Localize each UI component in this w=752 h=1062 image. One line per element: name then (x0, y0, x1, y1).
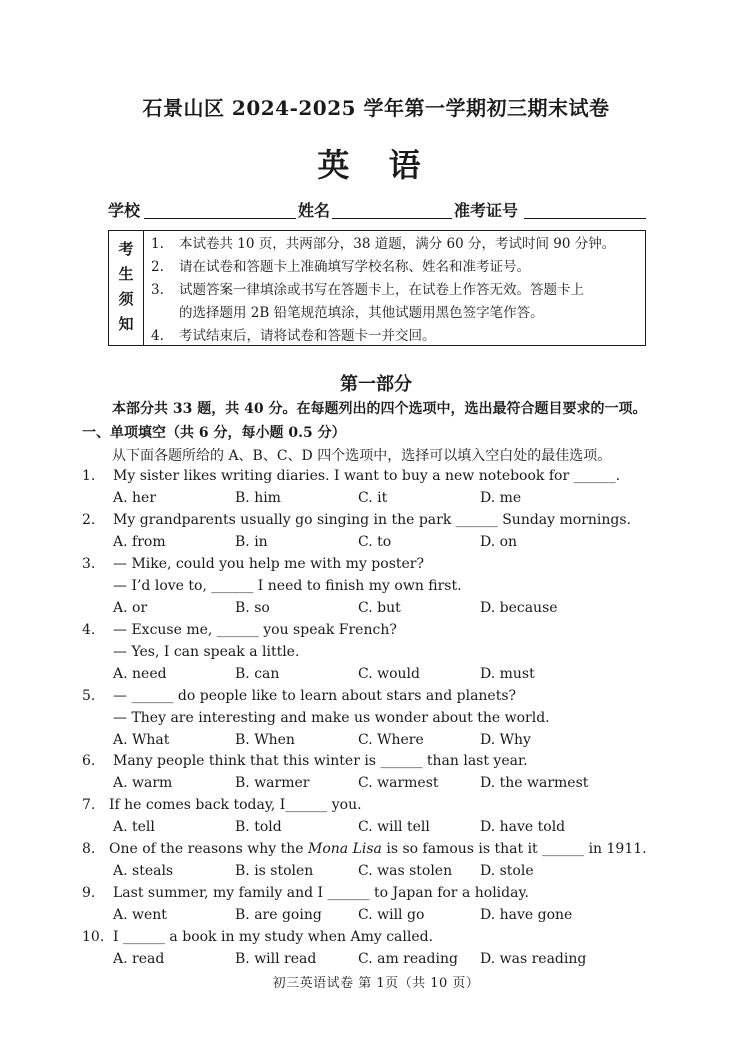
notice-item-text: 考试结束后，请将试卷和答题卡一并交回。 (179, 328, 436, 344)
option-d[interactable]: D. the warmest (480, 775, 589, 791)
option-c[interactable]: C. to (358, 534, 392, 550)
notice-items (151, 233, 645, 348)
notice-item-num: 1. (151, 236, 164, 252)
option-a[interactable]: A. from (113, 534, 166, 550)
question-number: 10. (82, 929, 105, 945)
notice-item (151, 279, 645, 302)
question-options (113, 534, 633, 554)
notice-item-text: 本试卷共 10 页，共两部分，38 道题，满分 60 分，考试时间 90 分钟。 (179, 236, 616, 252)
question-number: 6. (82, 753, 96, 769)
school-label: 学校 (108, 201, 141, 220)
option-b[interactable]: B. warmer (235, 775, 310, 791)
option-d[interactable]: D. have told (480, 819, 566, 835)
option-c[interactable]: C. was stolen (358, 863, 453, 879)
option-b[interactable]: B. can (235, 666, 280, 682)
option-d[interactable]: D. was reading (480, 951, 587, 967)
question-options (113, 600, 633, 620)
question-stem: Last summer, my family and I ______ to Japan for a holiday. (113, 885, 529, 901)
question-stem-part: is so famous is that it ______ in 1911. (381, 841, 647, 857)
option-c[interactable]: C. but (358, 600, 401, 616)
notice-heading-char: 须 (118, 290, 134, 308)
option-a[interactable]: A. her (113, 490, 157, 506)
notice-box (108, 230, 646, 346)
exam-title: 石景山区 2024-2025 学年第一学期初三期末试卷 (142, 96, 610, 120)
subject-title: 英 语 (317, 146, 435, 184)
notice-item (151, 325, 645, 348)
option-a[interactable]: A. warm (113, 775, 173, 791)
option-d[interactable]: D. because (480, 600, 558, 616)
section-heading: 一、单项填空（共 6 分，每小题 0.5 分） (82, 425, 346, 441)
question-stem (109, 841, 647, 857)
notice-heading (109, 231, 144, 345)
question-number: 4. (82, 622, 96, 638)
question-stem: My grandparents usually go singing in the park ______ Sunday mornings. (113, 512, 632, 528)
notice-heading-char: 考 (118, 240, 134, 258)
question-options (113, 775, 633, 795)
notice-item-num: 4. (151, 328, 164, 344)
question-stem: Many people think that this winter is ______ than last year. (113, 753, 528, 769)
question-number: 1. (82, 468, 96, 484)
question-stem: I ______ a book in my study when Amy called. (113, 929, 434, 945)
option-d[interactable]: D. have gone (480, 907, 573, 923)
exam-no-label: 准考证号 (454, 201, 519, 220)
option-c[interactable]: C. would (358, 666, 420, 682)
option-d[interactable]: D. must (480, 666, 535, 682)
artwork-title: Mona Lisa (308, 841, 382, 857)
question-reply: — Yes, I can speak a little. (113, 644, 300, 660)
question-stem: — Mike, could you help me with my poster? (113, 556, 424, 572)
option-b[interactable]: B. When (235, 732, 295, 748)
notice-item (151, 256, 645, 279)
question-options (113, 819, 633, 839)
option-b[interactable]: B. told (235, 819, 282, 835)
option-a[interactable]: A. What (113, 732, 170, 748)
notice-item-num: 3. (151, 282, 164, 298)
notice-item (151, 302, 645, 325)
question-stem: — ______ do people like to learn about stars and planets? (113, 688, 517, 704)
exam-no-blank[interactable] (524, 218, 646, 219)
option-b[interactable]: B. so (235, 600, 270, 616)
question-stem: — Excuse me, ______ you speak French? (113, 622, 397, 638)
option-d[interactable]: D. stole (480, 863, 534, 879)
question-stem: My sister likes writing diaries. I want to buy a new notebook for ______. (113, 468, 621, 484)
question-number: 9. (82, 885, 96, 901)
name-blank[interactable] (332, 218, 452, 219)
question-options (113, 666, 633, 686)
notice-item-text: 请在试卷和答题卡上准确填写学校名称、姓名和准考证号。 (179, 259, 530, 275)
option-c[interactable]: C. will tell (358, 819, 430, 835)
notice-heading-char: 生 (118, 265, 134, 283)
question-options (113, 732, 633, 752)
option-c[interactable]: C. warmest (358, 775, 439, 791)
question-options (113, 951, 633, 971)
notice-item-text: 试题答案一律填涂或书写在答题卡上，在试卷上作答无效。答题卡上 (179, 282, 584, 298)
notice-item-num: 2. (151, 259, 164, 275)
option-a[interactable]: A. tell (113, 819, 155, 835)
notice-item (151, 233, 645, 256)
option-a[interactable]: A. read (113, 951, 165, 967)
option-c[interactable]: C. am reading (358, 951, 458, 967)
option-c[interactable]: C. Where (358, 732, 424, 748)
option-d[interactable]: D. me (480, 490, 522, 506)
option-a[interactable]: A. went (113, 907, 167, 923)
school-blank[interactable] (144, 218, 296, 219)
question-number: 7. (82, 797, 96, 813)
option-d[interactable]: D. Why (480, 732, 531, 748)
notice-heading-char: 知 (118, 315, 134, 333)
option-c[interactable]: C. will go (358, 907, 425, 923)
question-reply: — They are interesting and make us wonder about the world. (113, 710, 550, 726)
notice-item-text: 的选择题用 2B 铅笔规范填涂，其他试题用黑色签字笔作答。 (179, 305, 544, 321)
question-number: 5. (82, 688, 96, 704)
student-info-row (108, 196, 648, 222)
question-number: 8. (82, 841, 96, 857)
option-b[interactable]: B. will read (235, 951, 317, 967)
option-a[interactable]: A. steals (113, 863, 174, 879)
name-label: 姓名 (298, 201, 331, 220)
option-d[interactable]: D. on (480, 534, 518, 550)
option-a[interactable]: A. need (113, 666, 167, 682)
option-c[interactable]: C. it (358, 490, 388, 506)
question-number: 2. (82, 512, 96, 528)
option-b[interactable]: B. are going (235, 907, 322, 923)
question-reply: — I’d love to, ______ I need to finish my own first. (113, 578, 462, 594)
option-a[interactable]: A. or (113, 600, 148, 616)
question-options (113, 907, 633, 927)
option-b[interactable]: B. is stolen (235, 863, 314, 879)
section-instruction: 从下面各题所给的 A、B、C、D 四个选项中，选择可以填入空白处的最佳选项。 (112, 448, 612, 464)
question-options (113, 490, 633, 510)
option-b[interactable]: B. in (235, 534, 268, 550)
part-title: 第一部分 (340, 374, 412, 395)
page-footer: 初三英语试卷 第 1页（共 10 页） (272, 976, 480, 991)
question-stem: If he comes back today, I______ you. (109, 797, 362, 813)
question-stem-part: One of the reasons why the (109, 841, 308, 857)
question-options (113, 863, 633, 883)
option-b[interactable]: B. him (235, 490, 281, 506)
part-intro: 本部分共 33 题，共 40 分。在每题列出的四个选项中，选出最符合题目要求的一项。 (112, 401, 647, 417)
question-number: 3. (82, 556, 96, 572)
